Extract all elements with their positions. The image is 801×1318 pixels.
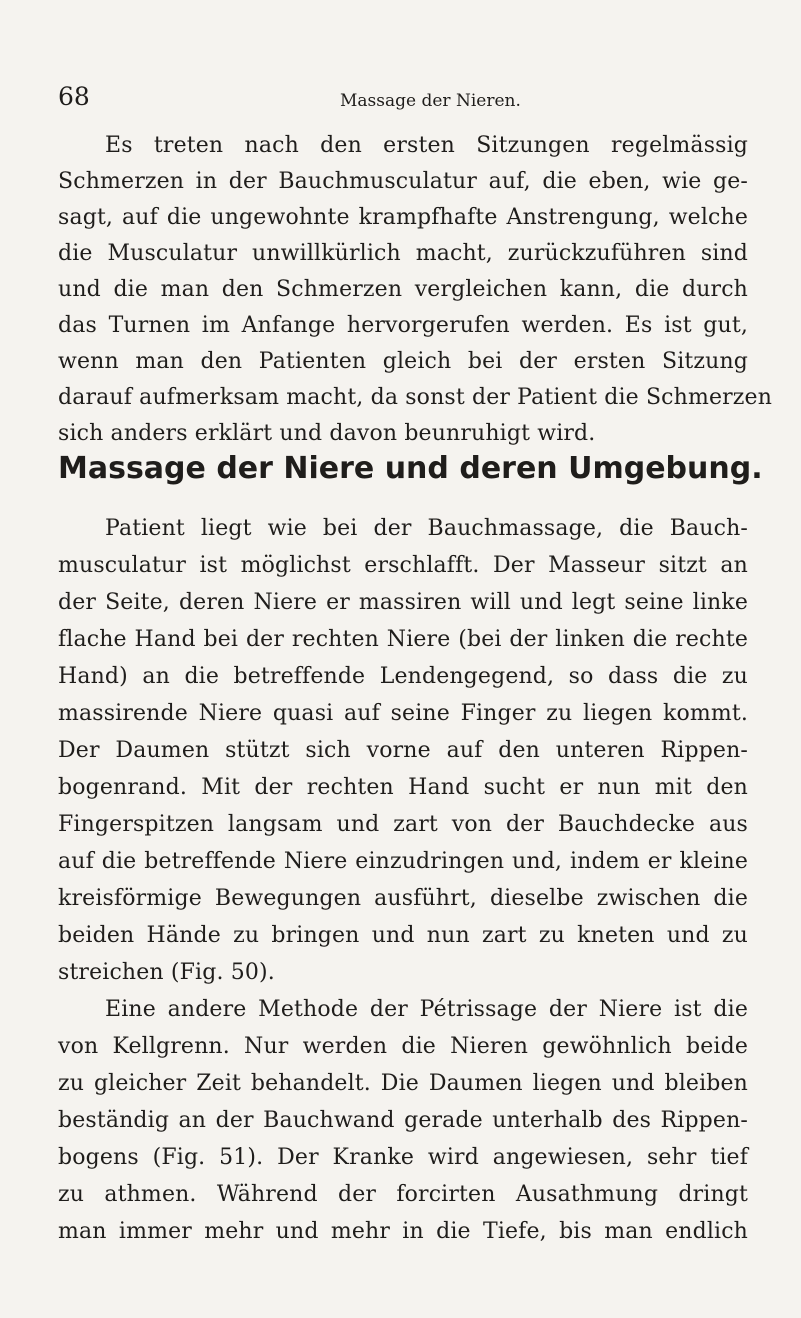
text-line: Schmerzen in der Bauchmusculatur auf, die eben, wie ge- (58, 169, 748, 194)
text-line: Es treten nach den ersten Sitzungen regelmässig (105, 133, 748, 158)
running-title: Massage der Nieren. (340, 91, 521, 111)
text-line: beiden Hände zu bringen und nun zart zu kneten und zu (58, 923, 748, 948)
page-number: 68 (58, 82, 90, 111)
text-line: bogens (Fig. 51). Der Kranke wird angewiesen, sehr tief (58, 1145, 748, 1170)
text-line: Fingerspitzen langsam und zart von der Bauchdecke aus (58, 812, 748, 837)
text-line: musculatur ist möglichst erschlafft. Der Masseur sitzt an (58, 553, 748, 578)
text-line: von Kellgrenn. Nur werden die Nieren gewöhnlich beide (58, 1034, 748, 1059)
section-heading: Massage der Niere und deren Umgebung. (58, 451, 763, 486)
text-line: und die man den Schmerzen vergleichen kann, die durch (58, 277, 748, 302)
text-line: wenn man den Patienten gleich bei der ersten Sitzung (58, 349, 748, 374)
text-line: auf die betreffende Niere einzudringen und, indem er kleine (58, 849, 748, 874)
text-line: sich anders erklärt und davon beunruhigt wird. (58, 421, 596, 446)
text-line: darauf aufmerksam macht, da sonst der Patient die Schmerzen (58, 385, 773, 410)
text-line: die Musculatur unwillkürlich macht, zurückzuführen sind (58, 241, 748, 266)
text-line: streichen (Fig. 50). (58, 960, 275, 985)
text-line: Der Daumen stützt sich vorne auf den unteren Rippen- (58, 738, 748, 763)
text-line: der Seite, deren Niere er massiren will und legt seine linke (58, 590, 748, 615)
text-line: das Turnen im Anfange hervorgerufen werden. Es ist gut, (58, 313, 748, 338)
text-line: man immer mehr und mehr in die Tiefe, bis man endlich (58, 1219, 748, 1244)
text-line: Eine andere Methode der Pétrissage der Niere ist die (105, 997, 748, 1022)
text-line: zu athmen. Während der forcirten Ausathmung dringt (58, 1182, 748, 1207)
text-line: kreisförmige Bewegungen ausführt, dieselbe zwischen die (58, 886, 748, 911)
text-line: beständig an der Bauchwand gerade unterhalb des Rippen- (58, 1108, 748, 1133)
text-line: sagt, auf die ungewohnte krampfhafte Anstrengung, welche (58, 205, 748, 230)
text-line: Patient liegt wie bei der Bauchmassage, die Bauch- (105, 516, 748, 541)
text-line: flache Hand bei der rechten Niere (bei der linken die rechte (58, 627, 748, 652)
running-head (58, 82, 748, 116)
text-line: massirende Niere quasi auf seine Finger zu liegen kommt. (58, 701, 748, 726)
text-line: zu gleicher Zeit behandelt. Die Daumen liegen und bleiben (58, 1071, 748, 1096)
text-line: Hand) an die betreffende Lendengegend, so dass die zu (58, 664, 748, 689)
text-line: bogenrand. Mit der rechten Hand sucht er nun mit den (58, 775, 748, 800)
